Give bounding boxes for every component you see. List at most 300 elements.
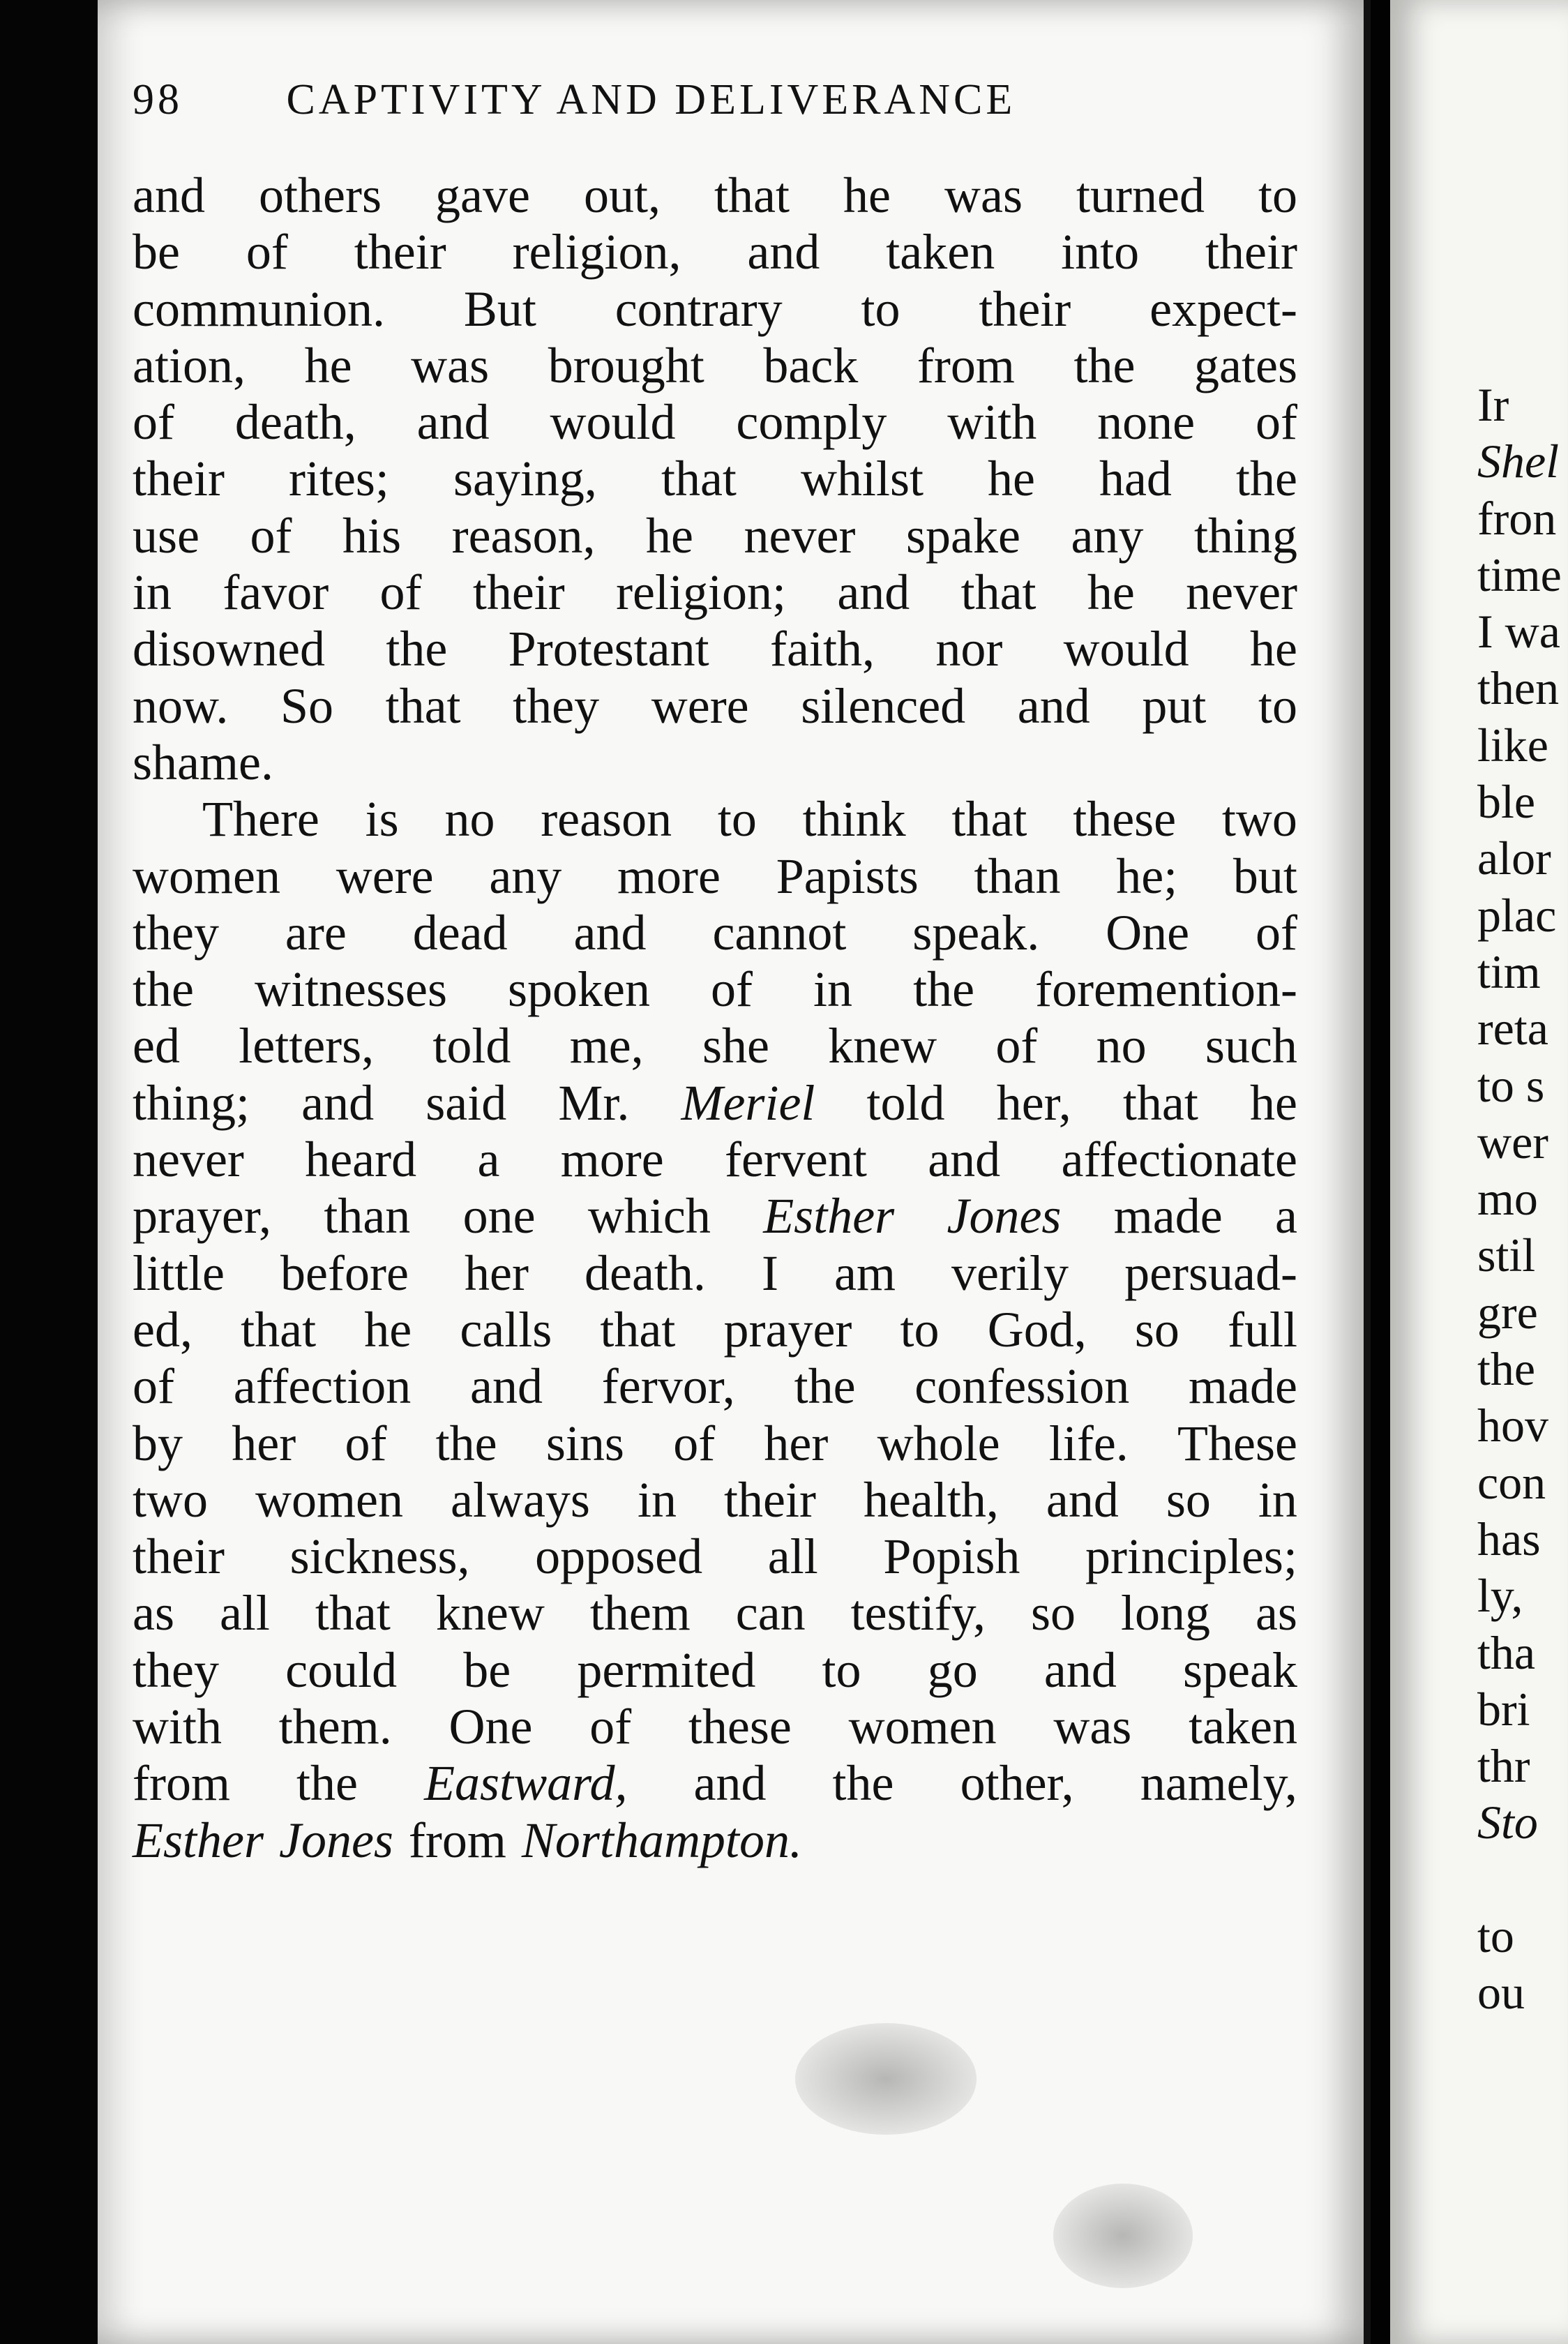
word: Papists bbox=[776, 848, 919, 904]
text-line bbox=[133, 905, 1297, 961]
word: faith, bbox=[770, 621, 875, 677]
word: reason bbox=[541, 791, 672, 848]
word: speak bbox=[1183, 1641, 1297, 1698]
word: opposed bbox=[535, 1528, 703, 1585]
text-line bbox=[133, 167, 1297, 224]
word: Eastward, bbox=[424, 1755, 628, 1812]
word: can bbox=[735, 1585, 806, 1641]
word: favor bbox=[223, 564, 329, 621]
word: and bbox=[470, 1358, 543, 1415]
fragment-line: mo bbox=[1477, 1172, 1538, 1226]
word: he bbox=[1250, 621, 1297, 677]
word: other, bbox=[960, 1755, 1074, 1812]
word: death, bbox=[234, 394, 356, 451]
word: of bbox=[133, 1358, 174, 1415]
word: and bbox=[1017, 677, 1090, 734]
word: made bbox=[1189, 1358, 1297, 1415]
text-line bbox=[133, 678, 1297, 735]
fragment-line bbox=[1477, 1851, 1562, 1908]
fragment-line: stil bbox=[1477, 1229, 1536, 1282]
word: their bbox=[133, 1528, 225, 1585]
word: disowned bbox=[133, 621, 325, 677]
text-line bbox=[133, 1132, 1297, 1188]
word: fervent bbox=[725, 1132, 867, 1188]
word: were bbox=[336, 848, 434, 904]
body-text bbox=[133, 167, 1297, 1869]
word: he; bbox=[1116, 848, 1178, 904]
word: he bbox=[987, 451, 1035, 507]
word: all bbox=[767, 1528, 818, 1585]
word: foremention- bbox=[1035, 961, 1297, 1018]
word: now. bbox=[133, 677, 229, 734]
word: more bbox=[560, 1132, 664, 1188]
word: women bbox=[255, 1471, 403, 1528]
word: comply bbox=[736, 394, 887, 451]
word: cannot bbox=[712, 904, 847, 961]
fragment-line: Sto bbox=[1477, 1796, 1538, 1849]
fragment-line: wer bbox=[1477, 1115, 1548, 1169]
word: these bbox=[1073, 791, 1177, 848]
word: that bbox=[600, 1301, 676, 1358]
word: with bbox=[133, 1699, 223, 1755]
word: a bbox=[477, 1132, 500, 1188]
word: Esther bbox=[763, 1188, 895, 1245]
word: a bbox=[1275, 1188, 1297, 1245]
word: so bbox=[1134, 1301, 1179, 1358]
fragment-line: like bbox=[1477, 718, 1548, 772]
word: she bbox=[702, 1018, 769, 1074]
word: all bbox=[219, 1585, 270, 1641]
word: Mr. bbox=[558, 1074, 630, 1131]
word: told bbox=[432, 1018, 511, 1074]
word: to bbox=[1258, 677, 1297, 734]
text-line bbox=[133, 338, 1297, 394]
word: gates bbox=[1194, 337, 1297, 393]
word: his bbox=[342, 507, 402, 564]
word: contrary bbox=[615, 280, 783, 337]
word: of bbox=[246, 224, 288, 280]
word: always bbox=[451, 1471, 590, 1528]
word: that bbox=[714, 167, 790, 223]
text-line bbox=[133, 1472, 1297, 1528]
word: could bbox=[285, 1641, 398, 1698]
word: ation, bbox=[133, 337, 246, 393]
word: These bbox=[1177, 1415, 1297, 1471]
word: ed bbox=[133, 1018, 180, 1074]
word: whilst bbox=[800, 451, 924, 507]
word: from bbox=[133, 1755, 230, 1812]
fragment-line: ou bbox=[1477, 1966, 1525, 2020]
word: taken bbox=[886, 224, 995, 280]
word: prayer, bbox=[133, 1188, 271, 1245]
word: Popish bbox=[883, 1528, 1020, 1585]
word: religion, bbox=[512, 224, 681, 280]
word: of bbox=[379, 564, 422, 621]
word: go bbox=[927, 1641, 978, 1698]
fragment-line: time bbox=[1477, 548, 1562, 601]
word: Northampton. bbox=[521, 1812, 802, 1868]
word: brought bbox=[548, 337, 704, 393]
word: be bbox=[463, 1641, 511, 1698]
word: of bbox=[711, 961, 753, 1018]
word: they bbox=[513, 677, 600, 734]
fragment-line: gre bbox=[1477, 1285, 1538, 1339]
fragment-line: hov bbox=[1477, 1399, 1548, 1452]
word: whole bbox=[877, 1415, 1000, 1471]
word: of bbox=[1255, 394, 1297, 451]
word: shame. bbox=[133, 734, 273, 790]
word: of bbox=[345, 1415, 387, 1471]
word: made bbox=[1113, 1188, 1223, 1245]
word: would bbox=[1063, 621, 1189, 677]
word: that bbox=[1122, 1074, 1198, 1131]
text-line bbox=[133, 1528, 1297, 1585]
word: speak. bbox=[912, 904, 1040, 961]
fragment-line: bri bbox=[1477, 1682, 1530, 1736]
fragment-line: has bbox=[1477, 1512, 1541, 1565]
word: spake bbox=[905, 507, 1020, 564]
fragment-line: Shel bbox=[1477, 435, 1560, 488]
word: spoken bbox=[508, 961, 650, 1018]
word: be bbox=[133, 224, 180, 280]
word: saying, bbox=[453, 451, 597, 507]
word: from bbox=[408, 1812, 506, 1868]
page-number: 98 bbox=[133, 76, 183, 123]
word: the bbox=[133, 961, 194, 1018]
text-line bbox=[133, 1302, 1297, 1358]
word: health, bbox=[863, 1471, 999, 1528]
fragment-line: thr bbox=[1477, 1739, 1530, 1793]
word: thing bbox=[1193, 507, 1297, 564]
fragment-line: fron bbox=[1477, 491, 1557, 545]
fragment-line: the bbox=[1477, 1342, 1536, 1396]
text-line bbox=[133, 1188, 1297, 1245]
text-line bbox=[133, 564, 1297, 621]
word: I bbox=[761, 1245, 778, 1301]
word: death. bbox=[584, 1245, 706, 1301]
word: the bbox=[832, 1755, 894, 1812]
word: so bbox=[1166, 1471, 1211, 1528]
word: was bbox=[944, 167, 1023, 223]
text-line bbox=[133, 1415, 1297, 1472]
word: than bbox=[324, 1188, 411, 1245]
word: am bbox=[834, 1245, 896, 1301]
word: testify, bbox=[850, 1585, 986, 1641]
fragment-line: tim bbox=[1477, 945, 1541, 998]
word: to bbox=[1258, 167, 1297, 223]
word: so bbox=[1030, 1585, 1076, 1641]
word: sins bbox=[545, 1415, 624, 1471]
word: Esther bbox=[133, 1812, 264, 1868]
word: said bbox=[425, 1074, 507, 1131]
word: before bbox=[280, 1245, 409, 1301]
word: rites; bbox=[288, 451, 389, 507]
word: any bbox=[1071, 507, 1144, 564]
word: no bbox=[1096, 1018, 1147, 1074]
word: the bbox=[1235, 451, 1297, 507]
ink-smudge bbox=[795, 2023, 977, 2135]
word: ed, bbox=[133, 1301, 193, 1358]
word: Meriel bbox=[681, 1074, 815, 1131]
word: permited bbox=[577, 1641, 756, 1698]
word: their bbox=[723, 1471, 816, 1528]
word: none bbox=[1097, 394, 1196, 451]
word: of bbox=[1256, 904, 1297, 961]
word: of bbox=[133, 394, 174, 451]
word: of bbox=[589, 1699, 632, 1755]
word: he bbox=[646, 507, 694, 564]
fragment-line: ly, bbox=[1477, 1569, 1523, 1623]
text-line bbox=[133, 848, 1297, 905]
word: with bbox=[947, 394, 1037, 451]
word: nor bbox=[935, 621, 1003, 677]
word: sickness, bbox=[289, 1528, 470, 1585]
fragment-line: Ir bbox=[1477, 378, 1509, 431]
word: as bbox=[1255, 1585, 1297, 1641]
word: silenced bbox=[801, 677, 966, 734]
word: heard bbox=[305, 1132, 417, 1188]
word: as bbox=[133, 1585, 174, 1641]
text-line bbox=[133, 961, 1297, 1018]
word: he bbox=[304, 337, 352, 393]
text-line bbox=[133, 1585, 1297, 1641]
word: they bbox=[133, 1641, 219, 1698]
text-line bbox=[133, 791, 1297, 848]
word: and bbox=[928, 1132, 1001, 1188]
word: the bbox=[386, 621, 448, 677]
word: in bbox=[813, 961, 853, 1018]
word: life. bbox=[1048, 1415, 1129, 1471]
word: to bbox=[822, 1641, 861, 1698]
word: never bbox=[133, 1132, 244, 1188]
word: their bbox=[354, 224, 446, 280]
word: from bbox=[917, 337, 1015, 393]
word: he bbox=[843, 167, 891, 223]
word: and bbox=[837, 564, 910, 621]
word: taken bbox=[1189, 1699, 1297, 1755]
word: was bbox=[1053, 1699, 1132, 1755]
word: confession bbox=[914, 1358, 1130, 1415]
fragment-line: I wa bbox=[1477, 605, 1560, 659]
text-line bbox=[133, 1075, 1297, 1132]
word: verily bbox=[951, 1245, 1069, 1301]
word: affection bbox=[233, 1358, 412, 1415]
word: never bbox=[744, 507, 856, 564]
fragment-line: then bbox=[1477, 661, 1560, 715]
word: he bbox=[1249, 1074, 1297, 1131]
word: the bbox=[435, 1415, 497, 1471]
word: God, bbox=[987, 1301, 1087, 1358]
word: the bbox=[296, 1755, 358, 1812]
word: persuad- bbox=[1124, 1245, 1297, 1301]
word: but bbox=[1232, 848, 1297, 904]
running-head-title: CAPTIVITY AND DELIVERANCE bbox=[286, 76, 1016, 123]
word: by bbox=[133, 1415, 183, 1471]
word: to bbox=[861, 280, 900, 337]
word: their bbox=[133, 451, 225, 507]
word: had bbox=[1099, 451, 1172, 507]
text-line bbox=[133, 394, 1297, 451]
word: calls bbox=[460, 1301, 552, 1358]
word: back bbox=[763, 337, 859, 393]
text-line bbox=[133, 1018, 1297, 1074]
word: witnesses bbox=[255, 961, 447, 1018]
fragment-line: plac bbox=[1477, 888, 1557, 942]
word: of bbox=[673, 1415, 716, 1471]
text-line bbox=[133, 281, 1297, 338]
word: that bbox=[241, 1301, 317, 1358]
word: fervor, bbox=[601, 1358, 735, 1415]
text-line bbox=[133, 224, 1297, 280]
word: these bbox=[688, 1699, 792, 1755]
word: the bbox=[913, 961, 975, 1018]
word: to bbox=[900, 1301, 940, 1358]
word: and bbox=[747, 224, 820, 280]
word: were bbox=[651, 677, 749, 734]
ink-smudge bbox=[1053, 2184, 1193, 2288]
word: and bbox=[416, 394, 490, 451]
fragment-line: reta bbox=[1477, 1002, 1548, 1055]
word: than bbox=[974, 848, 1061, 904]
word: and bbox=[693, 1755, 767, 1812]
fragment-line: tha bbox=[1477, 1625, 1536, 1679]
word: little bbox=[133, 1245, 225, 1301]
word: principles; bbox=[1085, 1528, 1297, 1585]
word: was bbox=[411, 337, 490, 393]
word: two bbox=[133, 1471, 208, 1528]
word: to bbox=[717, 791, 757, 848]
word: her bbox=[764, 1415, 829, 1471]
word: expect- bbox=[1149, 280, 1297, 337]
word: women bbox=[848, 1699, 997, 1755]
word: are bbox=[285, 904, 347, 961]
fragment-line: ble bbox=[1477, 775, 1536, 829]
word: and bbox=[573, 904, 647, 961]
word: their bbox=[472, 564, 565, 621]
word: think bbox=[802, 791, 906, 848]
word: One bbox=[448, 1699, 533, 1755]
word: he bbox=[1087, 564, 1135, 621]
fragment-line: to s bbox=[1477, 1058, 1545, 1112]
word: out, bbox=[583, 167, 661, 223]
word: would bbox=[550, 394, 676, 451]
word: dead bbox=[412, 904, 508, 961]
text-line bbox=[133, 735, 1297, 791]
word: namely, bbox=[1140, 1755, 1297, 1812]
running-head bbox=[133, 75, 1249, 131]
text-line bbox=[133, 1358, 1297, 1415]
word: But bbox=[463, 280, 536, 337]
text-line bbox=[133, 621, 1297, 677]
word: one bbox=[462, 1188, 536, 1245]
word: her bbox=[464, 1245, 529, 1301]
word: knew bbox=[435, 1585, 545, 1641]
word: in bbox=[133, 564, 172, 621]
fragment-line: alor bbox=[1477, 832, 1551, 885]
text-line bbox=[133, 1812, 1297, 1869]
word: use bbox=[133, 507, 199, 564]
word: their bbox=[979, 280, 1071, 337]
word: There bbox=[202, 791, 319, 848]
facing-page-fragments bbox=[1477, 377, 1562, 2022]
word: thing; bbox=[133, 1074, 250, 1131]
text-line bbox=[133, 1642, 1297, 1699]
word: never bbox=[1186, 564, 1297, 621]
word: more bbox=[617, 848, 721, 904]
word: any bbox=[489, 848, 562, 904]
word: knew bbox=[828, 1018, 937, 1074]
word: that bbox=[385, 677, 461, 734]
word: and bbox=[1046, 1471, 1119, 1528]
word: religion; bbox=[616, 564, 787, 621]
word: Jones bbox=[278, 1812, 393, 1868]
book-gutter bbox=[1371, 0, 1390, 2344]
word: such bbox=[1205, 1018, 1297, 1074]
word: full bbox=[1228, 1301, 1297, 1358]
word: So bbox=[280, 677, 333, 734]
word: them. bbox=[278, 1699, 392, 1755]
word: One bbox=[1106, 904, 1190, 961]
word: the bbox=[794, 1358, 856, 1415]
text-line bbox=[133, 1755, 1297, 1812]
text-line bbox=[133, 1699, 1297, 1755]
scan-border-left bbox=[0, 0, 98, 2344]
word: the bbox=[1073, 337, 1136, 393]
word: into bbox=[1061, 224, 1140, 280]
word: Jones bbox=[947, 1188, 1062, 1245]
word: communion. bbox=[133, 280, 385, 337]
word: them bbox=[589, 1585, 691, 1641]
word: women bbox=[133, 848, 280, 904]
word: affectionate bbox=[1061, 1132, 1297, 1188]
word: and bbox=[301, 1074, 375, 1131]
word: gave bbox=[435, 167, 530, 223]
word: her bbox=[232, 1415, 296, 1471]
word: her, bbox=[996, 1074, 1071, 1131]
word: others bbox=[259, 167, 382, 223]
text-line bbox=[133, 508, 1297, 564]
word: and bbox=[1043, 1641, 1117, 1698]
word: they bbox=[133, 904, 219, 961]
word: in bbox=[1258, 1471, 1297, 1528]
word: that bbox=[960, 564, 1036, 621]
word: that bbox=[951, 791, 1027, 848]
word: turned bbox=[1076, 167, 1205, 223]
word: their bbox=[1205, 224, 1297, 280]
word: which bbox=[587, 1188, 711, 1245]
word: of bbox=[995, 1018, 1038, 1074]
word: me, bbox=[569, 1018, 644, 1074]
word: long bbox=[1120, 1585, 1210, 1641]
fragment-line: con bbox=[1477, 1455, 1546, 1509]
word: Protestant bbox=[508, 621, 709, 677]
word: he bbox=[364, 1301, 412, 1358]
word: letters, bbox=[239, 1018, 375, 1074]
word: prayer bbox=[723, 1301, 852, 1358]
word: and bbox=[133, 167, 205, 223]
word: in bbox=[637, 1471, 677, 1528]
word: of bbox=[250, 507, 292, 564]
word: reason, bbox=[451, 507, 596, 564]
word: told bbox=[866, 1074, 945, 1131]
fragment-line: to bbox=[1477, 1909, 1514, 1963]
word: that bbox=[315, 1585, 391, 1641]
word: that bbox=[661, 451, 737, 507]
word: no bbox=[444, 791, 495, 848]
word: put bbox=[1142, 677, 1207, 734]
word: is bbox=[365, 791, 399, 848]
word: two bbox=[1221, 791, 1297, 848]
